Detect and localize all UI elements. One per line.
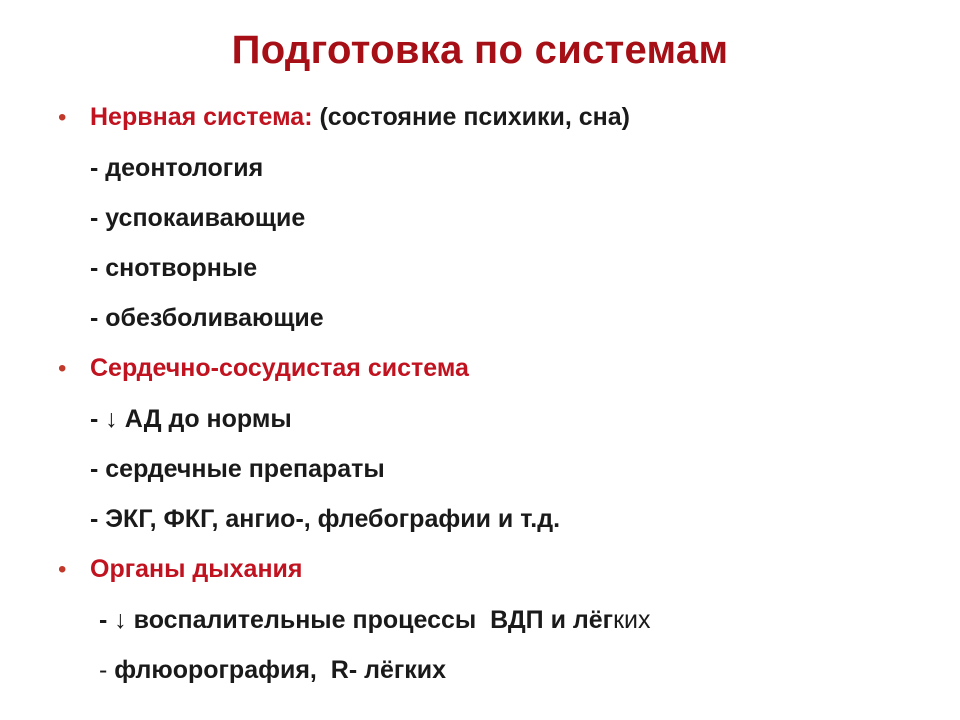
list-item-nervous [90,103,630,132]
sub-item: - ↓ АД до нормы [90,405,292,433]
sub-item: - обезболивающие [90,304,324,332]
nervous-note: (состояние психики, сна) [319,103,630,131]
sub-item-main: - ↓ воспалительные процессы ВДП и лёг [92,606,614,634]
list-item-respiratory [90,555,303,584]
sub-item: - снотворные [90,254,258,282]
bullet-icon: • [58,556,67,583]
respiratory-heading: Органы дыхания [90,555,303,583]
slide-title: Подготовка по системам [231,28,729,72]
sub-item [92,606,651,635]
sub-item: - деонтология [90,154,264,182]
sub-item-dash: - [92,656,115,684]
bullet-icon: • [58,104,67,131]
sub-item-main: флюорография, R- лёгких [114,656,447,684]
sub-item: - ЭКГ, ФКГ, ангио-, флебографии и т.д. [90,505,561,533]
list-item-cardio [90,354,469,383]
sub-item: - успокаивающие [90,204,306,232]
cardio-heading: Сердечно-сосудистая система [90,354,469,382]
sub-item: - сердечные препараты [90,455,385,483]
nervous-heading: Нервная система: [90,103,313,131]
sub-item [92,656,446,685]
bullet-icon: • [58,355,67,382]
sub-item-tail: ких [613,606,651,634]
